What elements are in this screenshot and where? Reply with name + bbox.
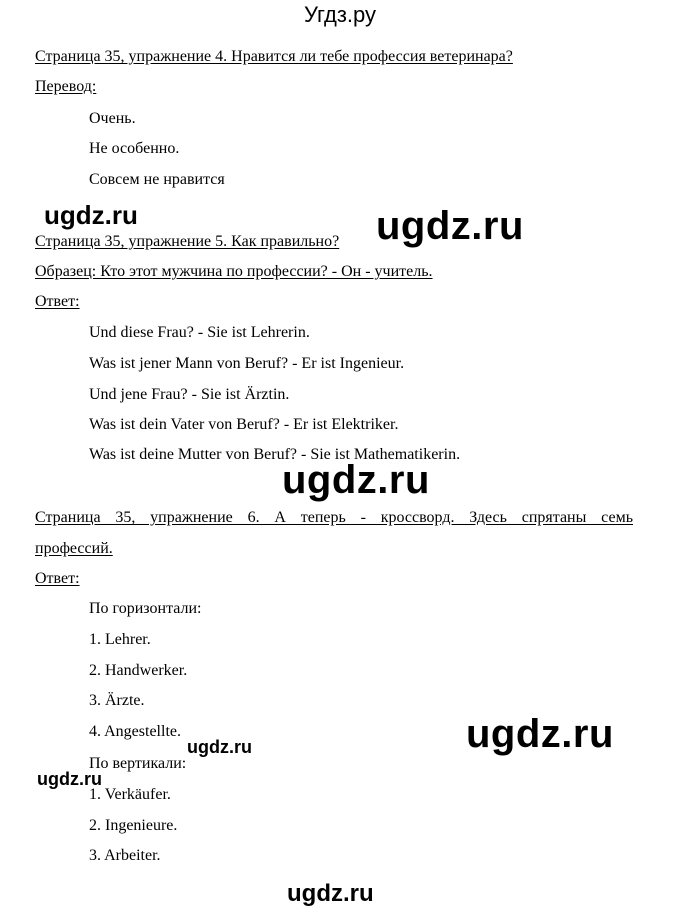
- horizontal-item: 2. Handwerker.: [89, 662, 188, 679]
- exercise5-line: Was ist dein Vater von Beruf? - Er ist Elektriker.: [89, 416, 399, 433]
- watermark: ugdz.ru: [44, 200, 138, 230]
- watermark: ugdz.ru: [287, 880, 374, 907]
- exercise4-line: Совсем не нравится: [89, 171, 225, 188]
- exercise4-line: Очень.: [89, 110, 136, 127]
- exercise5-sample: Образец: Кто этот мужчина по профессии? - Он - учитель.: [35, 263, 433, 280]
- horizontal-label: По горизонтали:: [89, 600, 202, 617]
- watermark: ugdz.ru: [37, 769, 102, 789]
- exercise6-heading-cont: профессий.: [35, 540, 113, 557]
- exercise4-line: Не особенно.: [89, 140, 180, 157]
- watermark: ugdz.ru: [187, 737, 252, 757]
- vertical-item: 1. Verkäufer.: [89, 786, 171, 803]
- exercise4-label: Перевод:: [35, 78, 97, 95]
- exercise4-heading: Страница 35, упражнение 4. Нравится ли тебе профессия ветеринара?: [35, 48, 513, 65]
- vertical-label: По вертикали:: [89, 755, 187, 772]
- watermark: ugdz.ru: [376, 204, 524, 248]
- watermark: ugdz.ru: [466, 712, 614, 756]
- exercise5-line: Was ist jener Mann von Beruf? - Er ist Ingenieur.: [89, 355, 405, 372]
- site-header: Угдз.ру: [303, 2, 377, 27]
- exercise6-heading: Страница 35, упражнение 6. А теперь - кроссворд. Здесь спрятаны семь: [35, 509, 633, 526]
- exercise5-label: Ответ:: [35, 293, 80, 310]
- vertical-item: 3. Arbeiter.: [89, 847, 161, 864]
- horizontal-item: 3. Ärzte.: [89, 692, 145, 709]
- horizontal-item: 1. Lehrer.: [89, 631, 151, 648]
- exercise5-heading: Страница 35, упражнение 5. Как правильно?: [35, 233, 340, 250]
- exercise5-line: Und diese Frau? - Sie ist Lehrerin.: [89, 324, 310, 341]
- vertical-item: 2. Ingenieure.: [89, 817, 178, 834]
- exercise5-line: Und jene Frau? - Sie ist Ärztin.: [89, 386, 290, 403]
- exercise5-line: Was ist deine Mutter von Beruf? - Sie ist Mathematikerin.: [89, 446, 461, 463]
- watermark: ugdz.ru: [282, 458, 430, 502]
- horizontal-item: 4. Angestellte.: [89, 723, 181, 740]
- exercise6-label: Ответ:: [35, 570, 80, 587]
